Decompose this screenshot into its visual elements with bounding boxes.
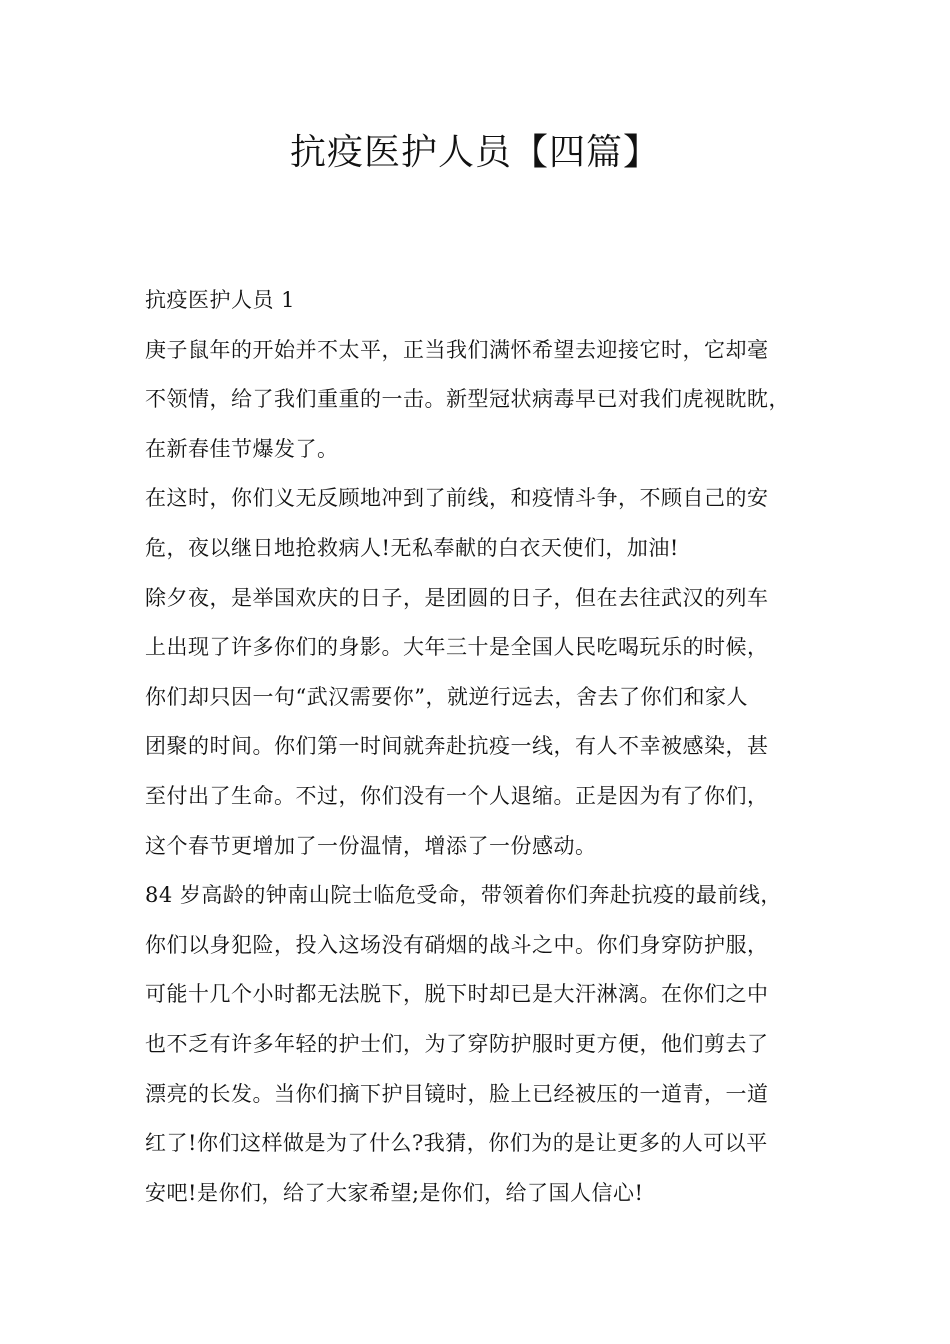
- text-line: 除夕夜，是举国欢庆的日子，是团圆的日子，但在去往武汉的列车: [145, 585, 769, 610]
- paragraph-3: [145, 574, 835, 872]
- text-line: 庚子鼠年的开始并不太平，正当我们满怀希望去迎接它时，它却毫: [145, 337, 769, 362]
- document-title: 抗疫医护人员【四篇】: [289, 132, 660, 173]
- text-line: 至付出了生命。不过，你们没有一个人退缩。正是因为有了你们，: [145, 783, 769, 808]
- text-line: 这个春节更增加了一份温情，增添了一份感动。: [145, 833, 597, 858]
- paragraph-2: [145, 474, 835, 573]
- text-line: 在这时，你们义无反顾地冲到了前线，和疫情斗争，不顾自己的安: [145, 486, 769, 511]
- paragraph-4: [145, 871, 835, 1218]
- text-line: 安吧!是你们，给了大家希望;是你们，给了国人信心!: [145, 1180, 644, 1205]
- text-line: 危，夜以继日地抢救病人!无私奉献的白衣天使们，加油!: [145, 535, 679, 560]
- text-line: 你们以身犯险，投入这场没有硝烟的战斗之中。你们身穿防护服，: [145, 932, 769, 957]
- text-line: 红了!你们这样做是为了什么?我猜，你们为的是让更多的人可以平: [145, 1131, 768, 1156]
- paragraph-1: [145, 326, 835, 475]
- document-body: [145, 276, 835, 1218]
- text-line: 84 岁高龄的钟南山院士临危受命，带领着你们奔赴抗疫的最前线，: [145, 883, 782, 908]
- text-line: 你们却只因一句“武汉需要你”，就逆行远去，舍去了你们和家人: [145, 684, 748, 709]
- text-line: 可能十几个小时都无法脱下，脱下时却已是大汗淋漓。在你们之中: [145, 982, 769, 1007]
- text-line: 在新春佳节爆发了。: [145, 436, 339, 461]
- section-heading: 抗疫医护人员 1: [145, 288, 296, 312]
- text-line: 不领情，给了我们重重的一击。新型冠状病毒早已对我们虎视眈眈，: [145, 387, 790, 412]
- text-line: 上出现了许多你们的身影。大年三十是全国人民吃喝玩乐的时候，: [145, 635, 769, 660]
- text-line: 团聚的时间。你们第一时间就奔赴抗疫一线，有人不幸被感染，甚: [145, 734, 769, 759]
- text-line: 漂亮的长发。当你们摘下护目镜时，脸上已经被压的一道青，一道: [145, 1081, 769, 1106]
- text-line: 也不乏有许多年轻的护士们，为了穿防护服时更方便，他们剪去了: [145, 1031, 769, 1056]
